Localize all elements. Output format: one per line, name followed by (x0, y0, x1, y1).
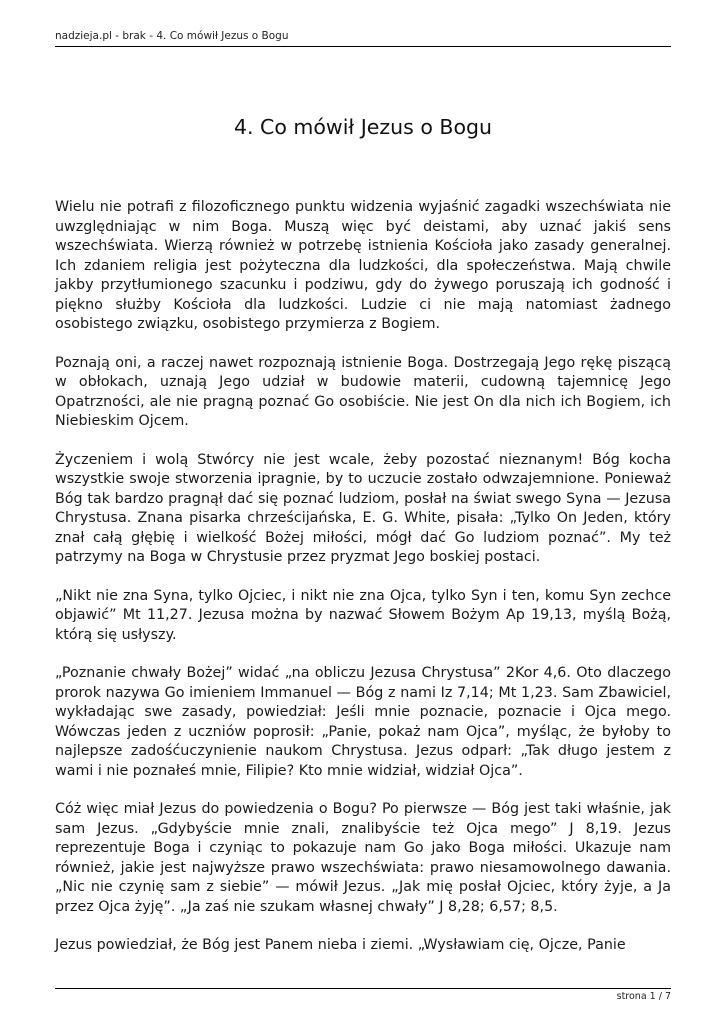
running-header: nadzieja.pl - brak - 4. Co mówił Jezus o Bogu (55, 30, 289, 42)
document-body (55, 198, 671, 975)
paragraph-1: Wielu nie potrafi z filozoficznego punktu widzenia wyjaśnić zagadki wszechświata nie uwzględniając w nim Boga. Muszą więc być deistami, aby uznać jakiś sens wszechświata. Wierzą również w potrzebę istnienia Kościoła jako zasady generalnej. Ich zdaniem religia jest pożyteczna dla ludzkości, dla społeczeństwa. Mają chwile jakby przytłumionego szacunku i podziwu, gdy do żywego poruszają ich godność i piękno służby Kościoła dla ludzkości. Ludzie ci nie mają natomiast żadnego osobistego związku, osobistego przymierza z Bogiem. (55, 199, 671, 332)
paragraph-3: Życzeniem i wolą Stwórcy nie jest wcale, żeby pozostać nieznanym! Bóg kocha wszystkie swoje stworzenia ipragnie, by to uczucie zostało odwzajemnione. Ponieważ Bóg tak bardzo pragnął dać się poznać ludziom, posłał na świat swego Syna — Jezusa Chrystusa. Znana pisarka chrześcijańska, E. G. White, pisała: „Tylko On Jeden, który znał całą głębię i wielkość Bożej miłości, mógł dać Go ludziom poznać”. My też patrzymy na Boga w Chrystusie przez pryzmat Jego boskiej postaci. (55, 451, 671, 565)
paragraph-6: Cóż więc miał Jezus do powiedzenia o Bogu? Po pierwsze — Bóg jest taki właśnie, jak sam Jezus. „Gdybyście mnie znali, znalibyście też Ojca mego” J 8,19. Jezus reprezentuje Boga i czyniąc to pokazuje nam Go jako Boga miłości. Ukazuje nam również, jakie jest najwyższe prawo wszechświata: prawo niesamowolnego dawania. „Nic nie czynię sam z siebie” — mówił Jezus. „Jak mię posłał Ojciec, który żyje, a Ja przez Ojca żyję”. „Ja zaś nie szukam własnej chwały” J 8,28; 6,57; 8,5. (55, 801, 671, 915)
paragraph-4: „Nikt nie zna Syna, tylko Ojciec, i nikt nie zna Ojca, tylko Syn i ten, komu Syn zechce objawić” Mt 11,27. Jezusa można by nazwać Słowem Bożym Ap 19,13, myślą Bożą, którą się usłyszy. (55, 587, 671, 643)
page-title: 4. Co mówił Jezus o Bogu (233, 115, 493, 139)
paragraph-2: Poznają oni, a raczej nawet rozpoznają istnienie Boga. Dostrzegają Jego rękę piszącą w obłokach, uznają Jego udział w budowie materii, cudowną tajemnicę Jego Opatrzności, ale nie pragną poznać Go osobiście. Nie jest On dla nich ich Bogiem, ich Niebieskim Ojcem. (55, 354, 671, 429)
page-number: strona 1 / 7 (616, 991, 671, 1002)
header-divider (55, 46, 671, 47)
paragraph-5: „Poznanie chwały Bożej” widać „na obliczu Jezusa Chrystusa” 2Kor 4,6. Oto dlaczego prorok nazywa Go imieniem Immanuel — Bóg z nami Iz 7,14; Mt 1,23. Sam Zbawiciel, wykładając swe zasady, powiedział: Jeśli mnie poznacie, poznacie i Ojca mego. Wówczas jeden z uczniów poprosił: „Panie, pokaż nam Ojca”, myśląc, że byłoby to najlepsze zadośćuczynienie naukom Chrystusa. Jezus odparł: „Tak długo jestem z wami i nie poznałeś mnie, Filipie? Kto mnie widział, widział Ojca”. (55, 665, 671, 779)
footer-divider (55, 988, 671, 989)
paragraph-7: Jezus powiedział, że Bóg jest Panem nieba i ziemi. „Wysławiam cię, Ojcze, Panie (55, 937, 626, 953)
